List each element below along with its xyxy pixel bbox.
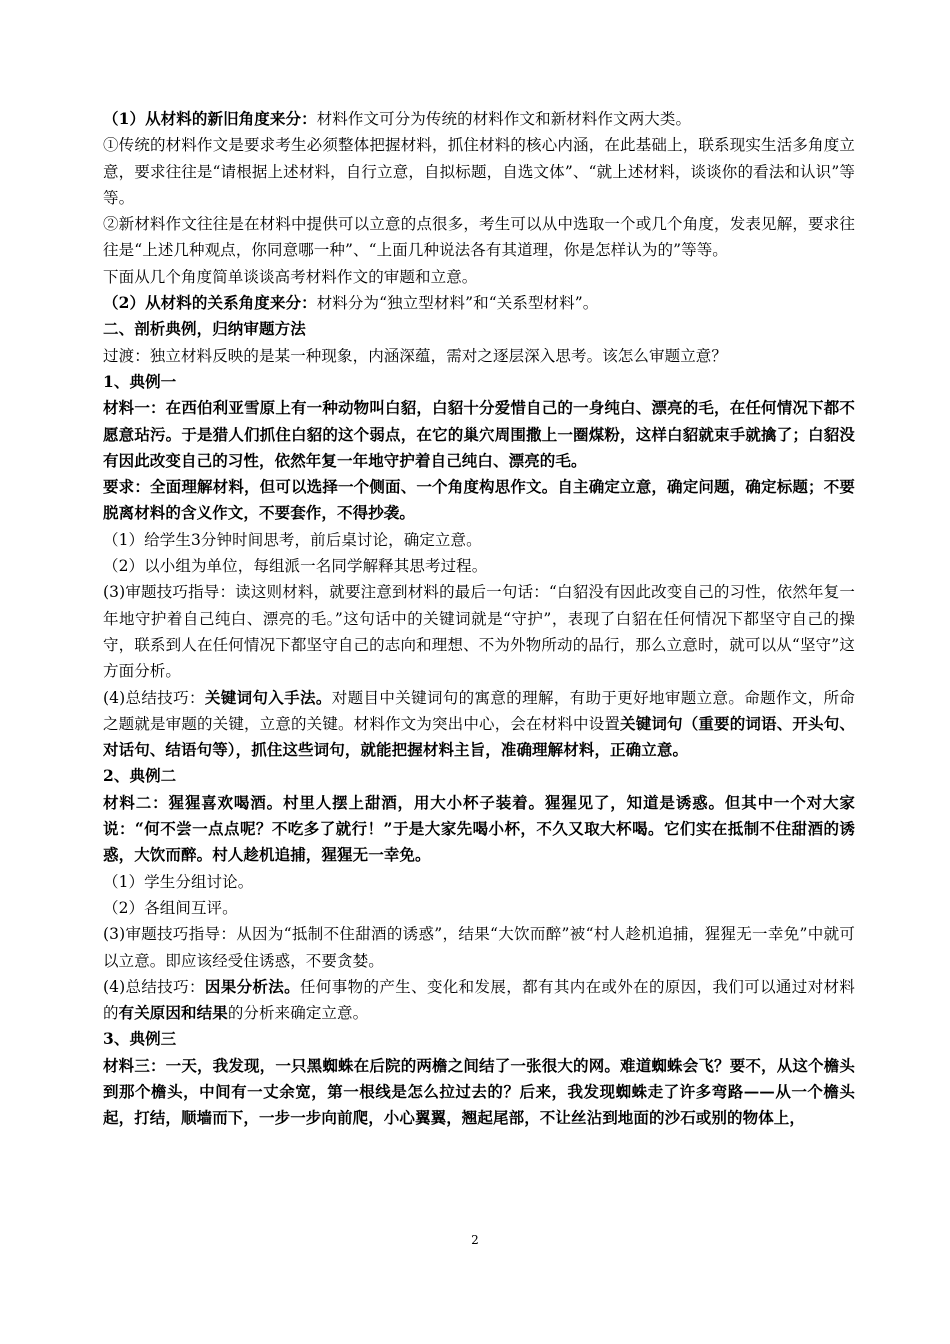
section-1-heading: （1）从材料的新旧角度来分： [103, 109, 317, 128]
step-2: （2）以小组为单位，每组派一名同学解释其思考过程。 [103, 557, 488, 576]
step-2-3: (3)审题技巧指导：从因为“抵制不住甜酒的诱惑”，结果“大饮而醉”被“村人趁机追捕，猩猩无一幸免”中就可以立意。即应该经受住诱惑，不要贪婪。 [103, 925, 855, 970]
material-3-paragraph: 材料三：一天，我发现，一只黑蜘蛛在后院的两檐之间结了一张很大的网。难道蜘蛛会飞？要不，从这个檐头到那个檐头，中间有一丈余宽，第一根线是怎么拉过去的？后来，我发现蜘蛛走了许多弯路——从一个檐头起，打结，顺墙而下，一步一步向前爬，小心翼翼，翘起尾部，不让丝沾到地面的沙石或别的物体上， [103, 1055, 855, 1128]
step-1: （1）给学生3分钟时间思考，前后桌讨论，确定立意。 [103, 530, 482, 549]
section-1-text: 材料作文可分为传统的材料作文和新材料作文两大类。 [316, 110, 692, 128]
step-4-text: 对题目中关键词句的寓意的理解，有助于更好地审题立意。命题作文，所命之题就是审题的关键，立意的关键。材料作文为突出中心，会在材料中设置 [103, 688, 855, 733]
new-material-paragraph: ②新材料作文往往是在材料中提供可以立意的点很多，考生可以从中选取一个或几个角度，发表见解，要求往往是“上述几种观点，你同意哪一种”、“上面几种说法各有其道理，你是怎样认为的”等等。 [103, 215, 855, 260]
step-2-4-label: (4)总结技巧： [103, 977, 205, 996]
step-2-1: （1）学生分组讨论。 [103, 872, 254, 891]
intro-sentence: 下面从几个角度简单谈谈高考材料作文的审题和立意。 [103, 267, 478, 286]
section-2-heading: （2）从材料的关系角度来分： [103, 293, 317, 313]
traditional-material-paragraph: ①传统的材料作文是要求考生必须整体把握材料，抓住材料的核心内涵，在此基础上，联系现实生活多角度立意，要求往往是“请根据上述材料，自行立意，自拟标题，自选文体”、“就上述材料，谈谈你的看法和认识”等等。 [103, 136, 855, 207]
step-2-4-tail: 的分析来确定立意。 [227, 1004, 369, 1023]
material-2-paragraph: 材料二：猩猩喜欢喝酒。村里人摆上甜酒，用大小杯子装着。猩猩见了，知道是诱惑。但其中一个对大家说：“何不尝一点点呢？不吃多了就行！”于是大家先喝小杯，不久又取大杯喝。它们实在抵制不住甜酒的诱惑，大饮而醉。村人趁机追捕，猩猩无一幸免。 [103, 792, 855, 865]
example-2-heading: 2、典例二 [103, 766, 177, 786]
step-2-4 [103, 974, 855, 1027]
transition-paragraph: 过渡：独立材料反映的是某一种现象，内涵深蕴，需对之逐层深入思考。该怎么审题立意？ [103, 346, 728, 365]
step-3: (3)审题技巧指导：读这则材料，就要注意到材料的最后一句话：“白貂没有因此改变自己的习性，依然年复一年地守护着自己纯白、漂亮的毛。”这句话中的关键词就是“守护”，表现了白貂在任何情况下都坚守自己的操守，联系到人在任何情况下都坚守自己的志向和理想、不为外物所动的品行，那么立意时，就可以从“坚守”这方面分析。 [103, 583, 855, 681]
section-1-line [103, 106, 855, 132]
document-body [103, 106, 855, 1132]
step-2-2: （2）各组间互评。 [103, 898, 238, 917]
requirement-paragraph: 要求：全面理解材料，但可以选择一个侧面、一个角度构思作文。自主确定立意，确定问题，确定标题；不要脱离材料的含义作文，不要套作，不得抄袭。 [103, 477, 855, 523]
step-2-4-text: 任何事物的产生、变化和发展，都有其内在或外在的原因，我们可以通过对材料的 [103, 977, 855, 1023]
section-2-line [103, 290, 855, 316]
step-4 [103, 685, 855, 764]
section-2-text: 材料分为“独立型材料”和“关系型材料”。 [316, 294, 599, 313]
example-1-heading: 1、典例一 [103, 371, 177, 391]
example-3-heading: 3、典例三 [103, 1029, 177, 1049]
step-4-method: 关键词句入手法。 [204, 687, 332, 707]
material-1-paragraph: 材料一：在西伯利亚雪原上有一种动物叫白貂，白貂十分爱惜自己的一身纯白、漂亮的毛，在任何情况下都不愿意玷污。于是猎人们抓住白貂的这个弱点，在它的巢穴周围撒上一圈煤粉，这样白貂就束手就擒了；白貂没有因此改变自己的习性，依然年复一年地守护着自己纯白、漂亮的毛。 [103, 398, 855, 470]
step-4-emphasis: 关键词句（重要的词语、开头句、对话句、结语句等），抓住这些词句，就能把握材料主旨，准确理解材料，正确立意。 [103, 713, 855, 760]
step-4-label: (4)总结技巧： [103, 688, 205, 707]
page-number: 2 [471, 1233, 479, 1247]
chapter-heading: 二、剖析典例，归纳审题方法 [103, 319, 306, 339]
step-2-4-method: 因果分析法。 [204, 976, 301, 996]
step-2-4-emphasis: 有关原因和结果 [118, 1003, 228, 1023]
